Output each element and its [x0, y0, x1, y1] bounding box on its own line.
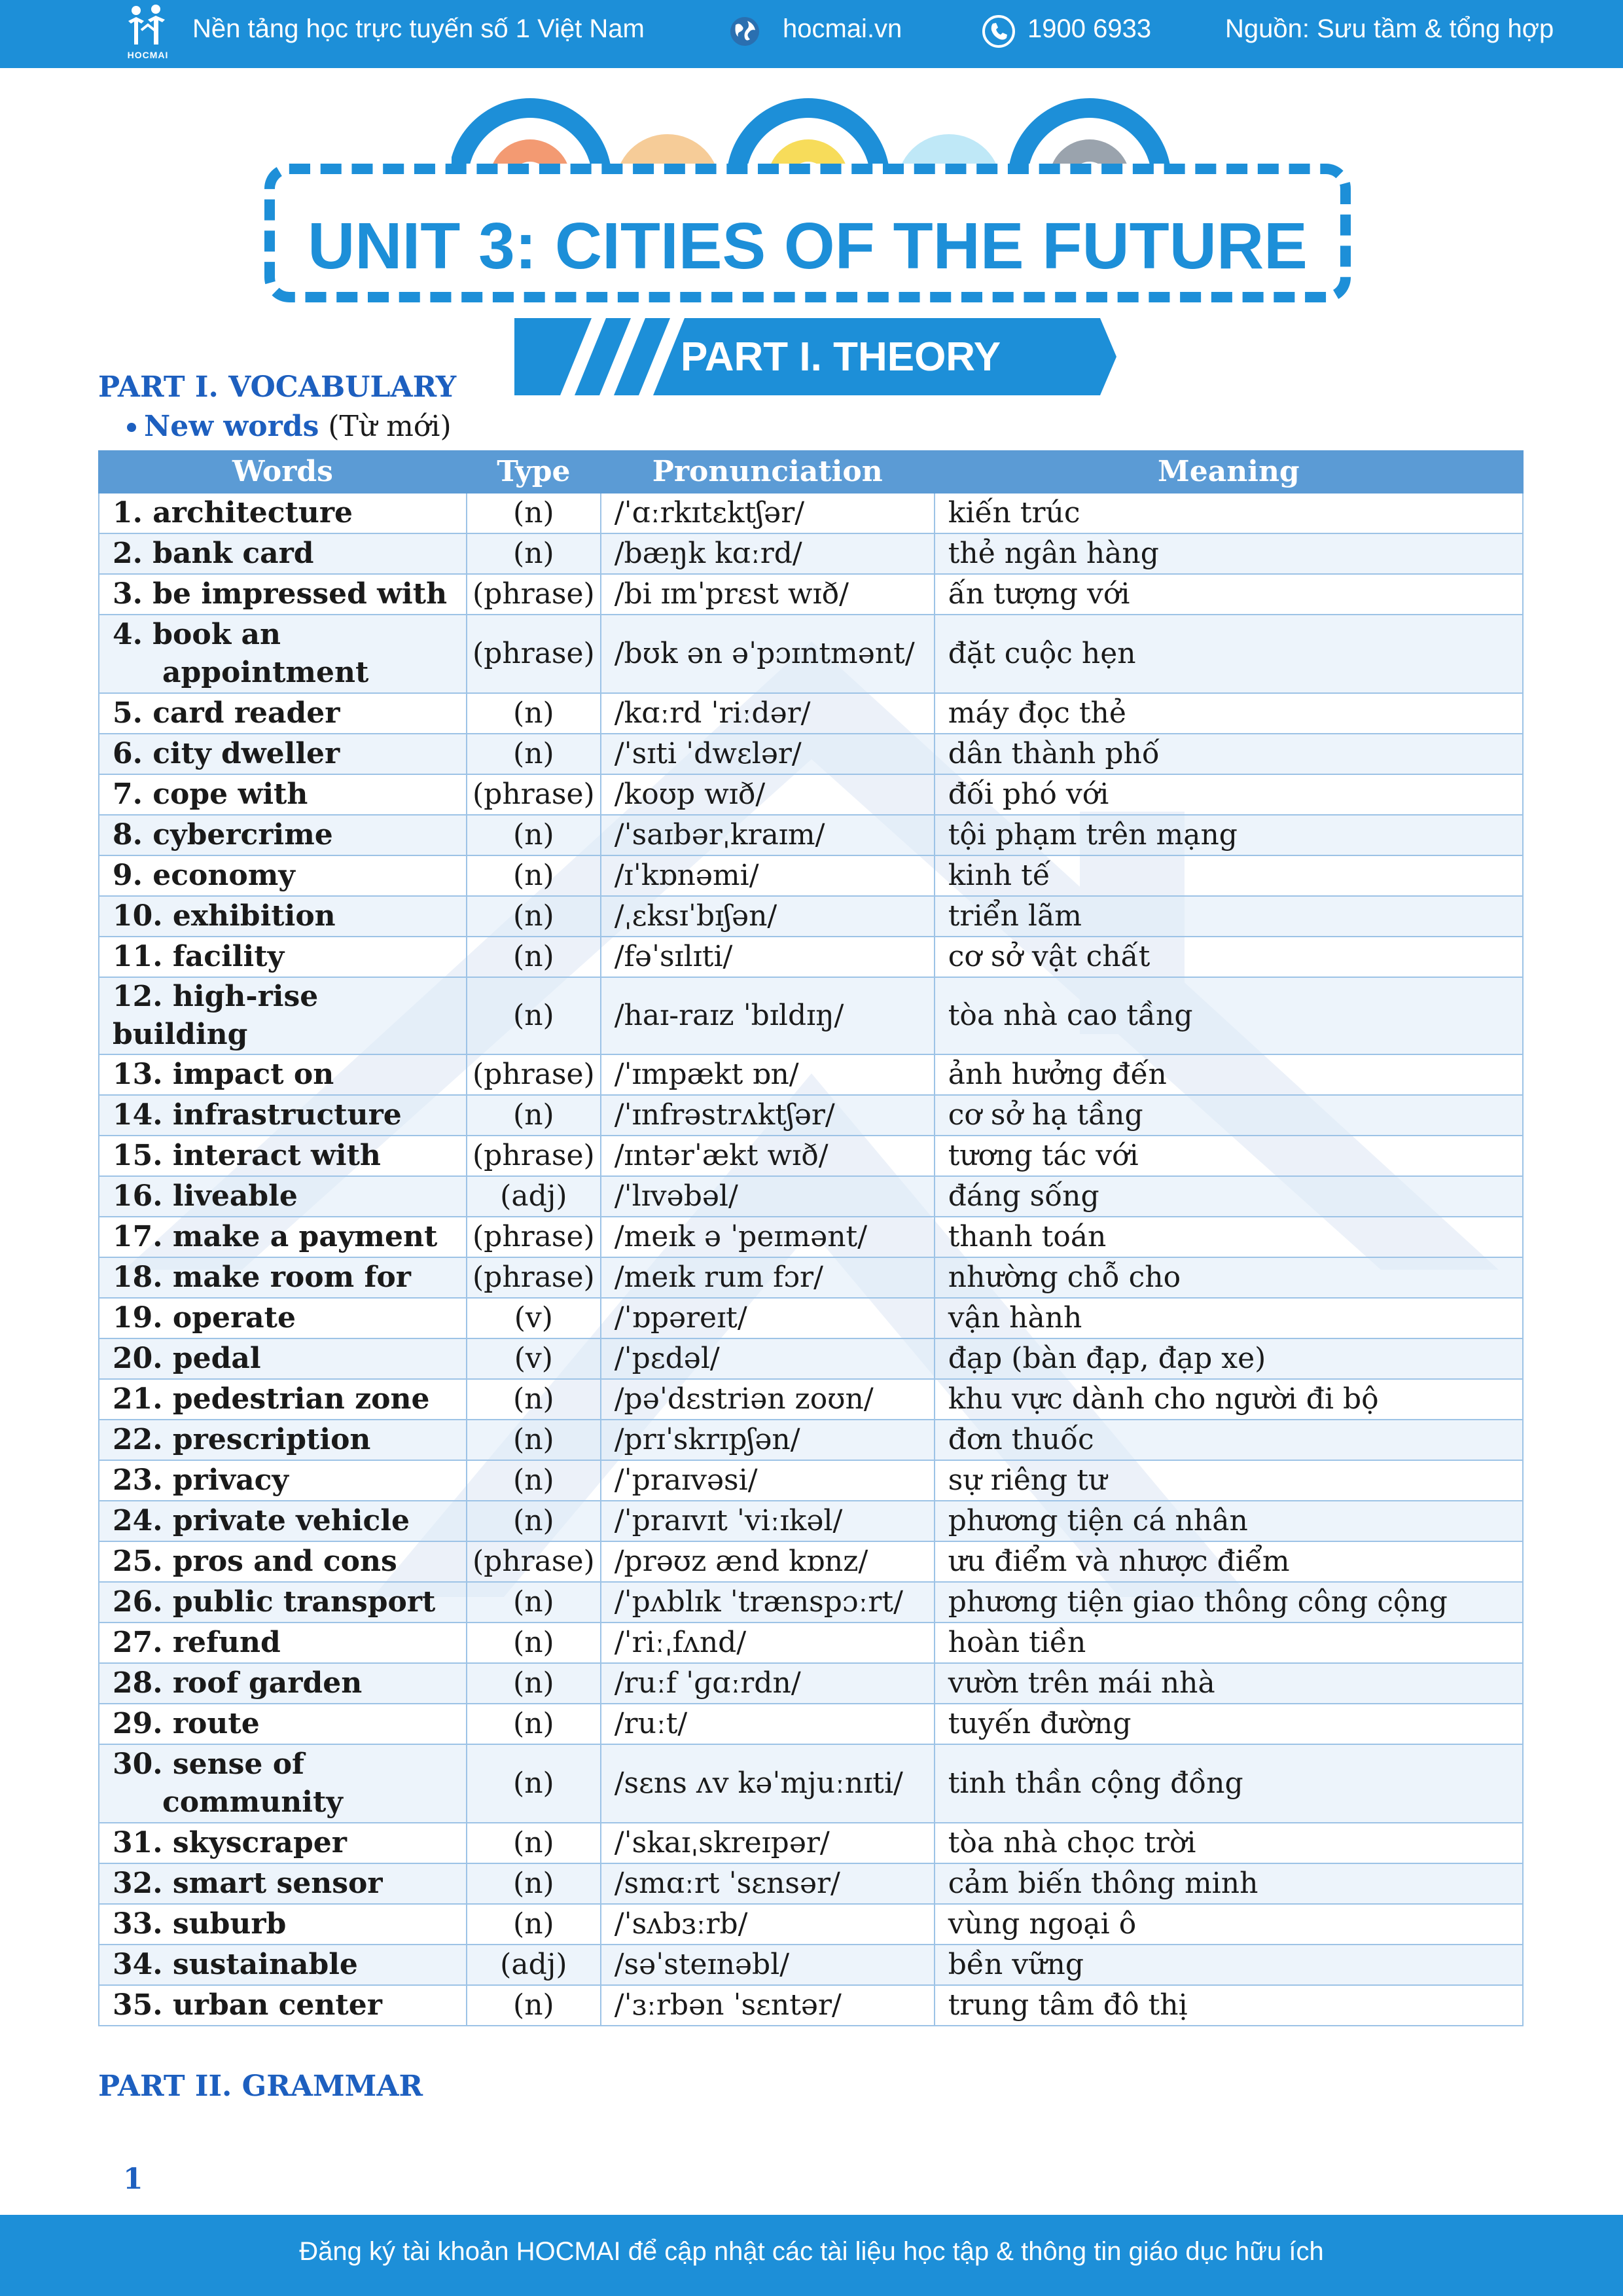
meaning-cell: dân thành phố — [935, 734, 1523, 774]
pronunciation-cell: /ˈɜːrbən ˈsɛntər/ — [601, 1985, 935, 2026]
word-cell: 32. smart sensor — [99, 1863, 467, 1904]
page-number: 1 — [123, 2162, 143, 2196]
word-cell: 10. exhibition — [99, 896, 467, 937]
type-cell: (v) — [467, 1338, 601, 1379]
table-row — [99, 615, 1523, 693]
table-row — [99, 1904, 1523, 1945]
type-cell: (n) — [467, 693, 601, 734]
word-cell: 23. privacy — [99, 1460, 467, 1501]
meaning-cell: vườn trên mái nhà — [935, 1663, 1523, 1704]
word-cell: 3. be impressed with — [99, 574, 467, 615]
type-cell: (n) — [467, 855, 601, 896]
logo-figures-icon — [122, 4, 174, 50]
word-cell: 1. architecture — [99, 493, 467, 533]
meaning-cell: ảnh hưởng đến — [935, 1054, 1523, 1095]
type-cell: (phrase) — [467, 1136, 601, 1176]
meaning-cell: vùng ngoại ô — [935, 1904, 1523, 1945]
hocmai-logo[interactable] — [122, 4, 174, 63]
pronunciation-cell: /prɪˈskrɪpʃən/ — [601, 1420, 935, 1460]
pronunciation-cell: /kɑːrd ˈriːdər/ — [601, 693, 935, 734]
vocabulary-table — [98, 450, 1524, 2026]
pronunciation-cell: /ɪˈkɒnəmi/ — [601, 855, 935, 896]
type-cell: (n) — [467, 937, 601, 977]
table-row — [99, 1054, 1523, 1095]
new-words-note: (Từ mới) — [319, 410, 452, 443]
pronunciation-cell: /ˈriːˌfʌnd/ — [601, 1623, 935, 1663]
type-cell: (n) — [467, 493, 601, 533]
type-cell: (n) — [467, 1095, 601, 1136]
section-grammar-heading: PART II. GRAMMAR — [98, 2070, 423, 2103]
meaning-cell: đạp (bàn đạp, đạp xe) — [935, 1338, 1523, 1379]
word-cell: 5. card reader — [99, 693, 467, 734]
word-cell: 34. sustainable — [99, 1945, 467, 1985]
meaning-cell: ấn tượng với — [935, 574, 1523, 615]
table-row — [99, 1257, 1523, 1298]
meaning-cell: khu vực dành cho người đi bộ — [935, 1379, 1523, 1420]
pronunciation-cell: /koʊp wɪð/ — [601, 774, 935, 815]
type-cell: (phrase) — [467, 1541, 601, 1582]
table-row — [99, 977, 1523, 1054]
pronunciation-cell: /bi ɪmˈprɛst wɪð/ — [601, 574, 935, 615]
word-text: 30. sense of community — [113, 1748, 343, 1819]
pronunciation-cell: /prəʊz ænd kɒnz/ — [601, 1541, 935, 1582]
logo-text: HOCMAI — [127, 50, 169, 60]
unit-title-frame — [264, 164, 1351, 302]
type-cell: (n) — [467, 1863, 601, 1904]
type-cell: (n) — [467, 1985, 601, 2026]
word-cell — [99, 615, 467, 693]
table-row — [99, 574, 1523, 615]
word-cell: 12. high-rise building — [99, 977, 467, 1054]
meaning-cell: triển lãm — [935, 896, 1523, 937]
table-row — [99, 1460, 1523, 1501]
word-cell: 25. pros and cons — [99, 1541, 467, 1582]
table-row — [99, 1663, 1523, 1704]
meaning-cell: tinh thần cộng đồng — [935, 1744, 1523, 1823]
type-cell: (n) — [467, 1460, 601, 1501]
header-meaning: Meaning — [935, 451, 1523, 493]
meaning-cell: phương tiện cá nhân — [935, 1501, 1523, 1541]
pronunciation-cell: /ruːf ˈɡɑːrdn/ — [601, 1663, 935, 1704]
meaning-cell: thẻ ngân hàng — [935, 533, 1523, 574]
meaning-cell: thanh toán — [935, 1217, 1523, 1257]
table-row — [99, 1501, 1523, 1541]
word-cell — [99, 1744, 467, 1823]
table-row — [99, 1095, 1523, 1136]
header-bar — [0, 0, 1623, 68]
meaning-cell: đáng sống — [935, 1176, 1523, 1217]
header-pronunciation: Pronunciation — [601, 451, 935, 493]
new-words-line — [144, 410, 452, 443]
type-cell: (n) — [467, 815, 601, 855]
table-row — [99, 1823, 1523, 1863]
word-cell: 18. make room for — [99, 1257, 467, 1298]
table-row — [99, 533, 1523, 574]
type-cell: (n) — [467, 1663, 601, 1704]
meaning-cell: ưu điểm và nhược điểm — [935, 1541, 1523, 1582]
table-header-row — [99, 451, 1523, 493]
pronunciation-cell: /bæŋk kɑːrd/ — [601, 533, 935, 574]
meaning-cell: trung tâm đô thị — [935, 1985, 1523, 2026]
bullet-icon — [127, 423, 136, 432]
table-row — [99, 1744, 1523, 1823]
word-cell: 9. economy — [99, 855, 467, 896]
table-row — [99, 1338, 1523, 1379]
word-cell: 33. suburb — [99, 1904, 467, 1945]
type-cell: (n) — [467, 1379, 601, 1420]
table-row — [99, 1176, 1523, 1217]
type-cell: (n) — [467, 1704, 601, 1744]
type-cell: (phrase) — [467, 1217, 601, 1257]
type-cell: (n) — [467, 1501, 601, 1541]
pronunciation-cell: /səˈsteɪnəbl/ — [601, 1945, 935, 1985]
word-cell: 16. liveable — [99, 1176, 467, 1217]
pronunciation-cell: /ˈɪmpækt ɒn/ — [601, 1054, 935, 1095]
word-cell: 26. public transport — [99, 1582, 467, 1623]
word-cell: 24. private vehicle — [99, 1501, 467, 1541]
table-row — [99, 815, 1523, 855]
word-cell: 17. make a payment — [99, 1217, 467, 1257]
word-cell: 15. interact with — [99, 1136, 467, 1176]
type-cell: (phrase) — [467, 1257, 601, 1298]
meaning-cell: tuyến đường — [935, 1704, 1523, 1744]
type-cell: (v) — [467, 1298, 601, 1338]
vocabulary-table-body — [99, 493, 1523, 2026]
type-cell: (adj) — [467, 1945, 601, 1985]
word-cell: 35. urban center — [99, 1985, 467, 2026]
type-cell: (n) — [467, 896, 601, 937]
table-row — [99, 937, 1523, 977]
word-cell: 27. refund — [99, 1623, 467, 1663]
meaning-cell: tòa nhà chọc trời — [935, 1823, 1523, 1863]
meaning-cell: hoàn tiền — [935, 1623, 1523, 1663]
table-row — [99, 693, 1523, 734]
type-cell: (n) — [467, 1582, 601, 1623]
new-words-label: New words — [144, 410, 319, 443]
meaning-cell: tương tác với — [935, 1136, 1523, 1176]
footer-text[interactable]: Đăng ký tài khoản HOCMAI để cập nhật các tài liệu học tập & thông tin giáo dục hữu ích — [299, 2237, 1324, 2266]
pronunciation-cell: /ruːt/ — [601, 1704, 935, 1744]
table-row — [99, 1298, 1523, 1338]
table-row — [99, 1863, 1523, 1904]
pronunciation-cell: /ˈɪnfrəstrʌktʃər/ — [601, 1095, 935, 1136]
pronunciation-cell: /ˈɒpəreɪt/ — [601, 1298, 935, 1338]
type-cell: (n) — [467, 1420, 601, 1460]
table-row — [99, 734, 1523, 774]
pronunciation-cell: /smɑːrt ˈsɛnsər/ — [601, 1863, 935, 1904]
unit-title: UNIT 3: CITIES OF THE FUTURE — [308, 209, 1308, 283]
meaning-cell: sự riêng tư — [935, 1460, 1523, 1501]
type-cell: (n) — [467, 1904, 601, 1945]
table-row — [99, 896, 1523, 937]
word-cell: 13. impact on — [99, 1054, 467, 1095]
pronunciation-cell: /sɛns ʌv kəˈmjuːnɪti/ — [601, 1744, 935, 1823]
table-row — [99, 1541, 1523, 1582]
meaning-cell: phương tiện giao thông công cộng — [935, 1582, 1523, 1623]
meaning-cell: cảm biến thông minh — [935, 1863, 1523, 1904]
word-cell: 8. cybercrime — [99, 815, 467, 855]
pronunciation-cell: /meɪk rum fɔr/ — [601, 1257, 935, 1298]
word-cell: 20. pedal — [99, 1338, 467, 1379]
meaning-cell: đơn thuốc — [935, 1420, 1523, 1460]
pronunciation-cell: /ˈskaɪˌskreɪpər/ — [601, 1823, 935, 1863]
word-cell: 7. cope with — [99, 774, 467, 815]
pronunciation-cell: /fəˈsɪlɪti/ — [601, 937, 935, 977]
header-phone[interactable]: 1900 6933 — [1027, 14, 1152, 43]
type-cell: (n) — [467, 1744, 601, 1823]
type-cell: (phrase) — [467, 615, 601, 693]
word-cell: 29. route — [99, 1704, 467, 1744]
table-row — [99, 1704, 1523, 1744]
section-vocabulary-heading: PART I. VOCABULARY — [98, 370, 457, 404]
pronunciation-cell: /ˌɛksɪˈbɪʃən/ — [601, 896, 935, 937]
word-cell: 21. pedestrian zone — [99, 1379, 467, 1420]
pronunciation-cell: /ˈlɪvəbəl/ — [601, 1176, 935, 1217]
pronunciation-cell: /haɪ-raɪz ˈbɪldɪŋ/ — [601, 977, 935, 1054]
word-cell: 19. operate — [99, 1298, 467, 1338]
type-cell: (n) — [467, 734, 601, 774]
meaning-cell: đối phó với — [935, 774, 1523, 815]
word-cell: 11. facility — [99, 937, 467, 977]
table-row — [99, 1582, 1523, 1623]
meaning-cell: kiến trúc — [935, 493, 1523, 533]
meaning-cell: bền vững — [935, 1945, 1523, 1985]
word-cell: 2. bank card — [99, 533, 467, 574]
footer-bar — [0, 2215, 1623, 2296]
globe-icon — [728, 14, 762, 48]
pronunciation-cell: /ˈpɛdəl/ — [601, 1338, 935, 1379]
meaning-cell: kinh tế — [935, 855, 1523, 896]
pronunciation-cell: /ɪntərˈækt wɪð/ — [601, 1136, 935, 1176]
table-row — [99, 1136, 1523, 1176]
meaning-cell: cơ sở vật chất — [935, 937, 1523, 977]
type-cell: (n) — [467, 1623, 601, 1663]
table-row — [99, 855, 1523, 896]
pronunciation-cell: /ˈsʌbɜːrb/ — [601, 1904, 935, 1945]
word-cell: 22. prescription — [99, 1420, 467, 1460]
word-cell: 28. roof garden — [99, 1663, 467, 1704]
type-cell: (phrase) — [467, 574, 601, 615]
meaning-cell: tội phạm trên mạng — [935, 815, 1523, 855]
word-cell: 6. city dweller — [99, 734, 467, 774]
table-row — [99, 1945, 1523, 1985]
table-row — [99, 1379, 1523, 1420]
meaning-cell: nhường chỗ cho — [935, 1257, 1523, 1298]
phone-icon — [982, 14, 1016, 48]
header-type: Type — [467, 451, 601, 493]
type-cell: (adj) — [467, 1176, 601, 1217]
pronunciation-cell: /ˈsaɪbərˌkraɪm/ — [601, 815, 935, 855]
header-website[interactable]: hocmai.vn — [783, 14, 902, 43]
meaning-cell: vận hành — [935, 1298, 1523, 1338]
table-row — [99, 1420, 1523, 1460]
meaning-cell: đặt cuộc hẹn — [935, 615, 1523, 693]
pronunciation-cell: /ˈpʌblɪk ˈtrænspɔːrt/ — [601, 1582, 935, 1623]
word-cell: 31. skyscraper — [99, 1823, 467, 1863]
header-words: Words — [99, 451, 467, 493]
table-row — [99, 493, 1523, 533]
pronunciation-cell: /meɪk ə ˈpeɪmənt/ — [601, 1217, 935, 1257]
table-row — [99, 1985, 1523, 2026]
pronunciation-cell: /ˈsɪti ˈdwɛlər/ — [601, 734, 935, 774]
meaning-cell: tòa nhà cao tầng — [935, 977, 1523, 1054]
type-cell: (n) — [467, 1823, 601, 1863]
part-banner-label: PART I. THEORY — [681, 334, 1001, 380]
word-text: 4. book an appointment — [113, 618, 369, 689]
table-row — [99, 774, 1523, 815]
table-row — [99, 1217, 1523, 1257]
type-cell: (n) — [467, 977, 601, 1054]
header-slogan: Nền tảng học trực tuyến số 1 Việt Nam — [192, 14, 645, 43]
word-cell: 14. infrastructure — [99, 1095, 467, 1136]
table-row — [99, 1623, 1523, 1663]
type-cell: (n) — [467, 533, 601, 574]
meaning-cell: cơ sở hạ tầng — [935, 1095, 1523, 1136]
pronunciation-cell: /ˈpraɪvəsi/ — [601, 1460, 935, 1501]
pronunciation-cell: /ˈpraɪvɪt ˈviːɪkəl/ — [601, 1501, 935, 1541]
pronunciation-cell: /bʊk ən əˈpɔɪntmənt/ — [601, 615, 935, 693]
type-cell: (phrase) — [467, 774, 601, 815]
header-source: Nguồn: Sưu tầm & tổng hợp — [1225, 14, 1554, 43]
type-cell: (phrase) — [467, 1054, 601, 1095]
pronunciation-cell: /ˈɑːrkɪtɛktʃər/ — [601, 493, 935, 533]
pronunciation-cell: /pəˈdɛstriən zoʊn/ — [601, 1379, 935, 1420]
meaning-cell: máy đọc thẻ — [935, 693, 1523, 734]
